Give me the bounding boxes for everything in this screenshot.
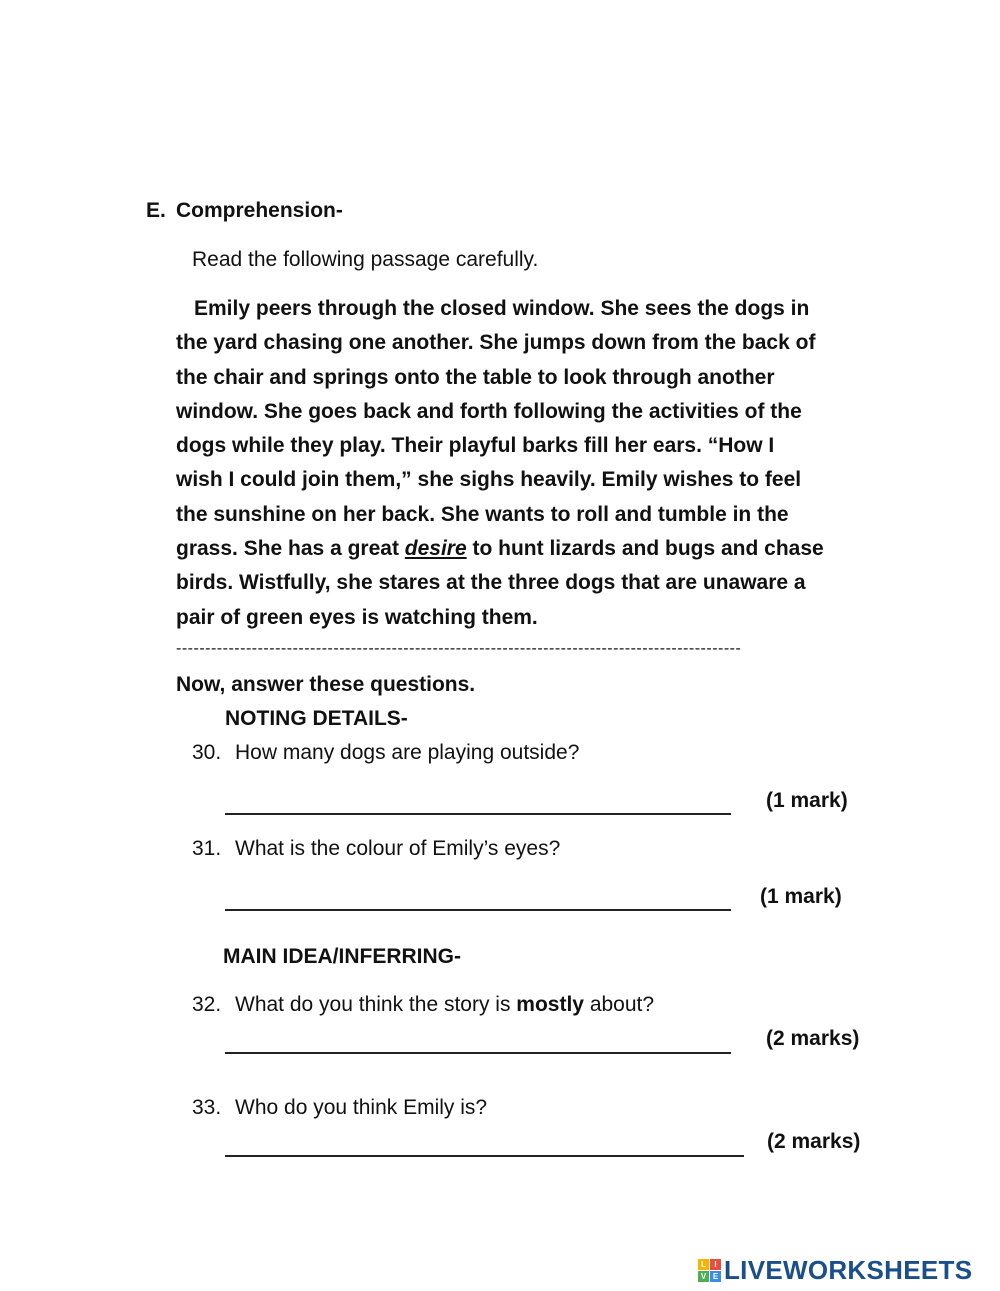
heading-main-idea: MAIN IDEA/INFERRING- [223,945,461,968]
answer-line-33[interactable] [225,1155,744,1157]
passage-line: the sunshine on her back. She wants to roll and tumble in the [176,502,789,526]
instruction-text: Read the following passage carefully. [192,248,539,271]
passage-text: grass. She has a great [176,537,405,561]
marks-33: (2 marks) [767,1130,861,1153]
question-text: What is the colour of Emily’s eyes? [235,837,561,860]
section-title [146,199,343,223]
answer-line-32[interactable] [225,1052,731,1054]
question-33 [192,1096,487,1120]
question-emphasis: mostly [516,993,584,1016]
question-text: about? [583,993,655,1016]
question-31 [192,837,560,861]
heading-noting-details: NOTING DETAILS- [225,707,408,730]
question-number: 32. [192,993,222,1016]
passage-line: Emily peers through the closed window. She sees the dogs in [194,297,810,320]
passage-line: pair of green eyes is watching them. [176,605,538,629]
section-letter: E. [146,199,166,222]
separator-line: ------------------------------------------------------------------------------------------------- [176,640,742,657]
marks-32: (2 marks) [766,1027,860,1050]
answer-line-31[interactable] [225,909,731,911]
section-title-text: Comprehension- [176,199,343,222]
question-number: 31. [192,837,222,860]
question-number: 30. [192,741,222,764]
logo-block-v: V [698,1271,709,1282]
logo-block-l: L [698,1259,709,1270]
question-text: How many dogs are playing outside? [235,741,580,764]
passage-line: birds. Wistfully, she stares at the three dogs that are unaware a [176,571,806,595]
logo-block-e: E [710,1271,721,1282]
question-32 [192,993,654,1017]
passage-line: the chair and springs onto the table to look through another [176,365,775,389]
liveworksheets-logo [698,1255,972,1286]
marks-31: (1 mark) [760,885,842,908]
answer-line-30[interactable] [225,813,731,815]
answer-prompt: Now, answer these questions. [176,673,476,696]
logo-block-i: I [710,1259,721,1270]
passage-line: window. She goes back and forth following the activities of the [176,399,802,423]
question-number: 33. [192,1096,222,1119]
question-text: What do you think the story is [235,993,517,1016]
vocabulary-word: desire [404,537,467,561]
logo-blocks-icon [698,1259,721,1282]
question-text: Who do you think Emily is? [235,1096,488,1119]
passage-line: wish I could join them,” she sighs heavily. Emily wishes to feel [176,468,802,492]
passage-text: to hunt lizards and bugs and chase [466,537,824,561]
marks-30: (1 mark) [766,789,848,812]
passage [176,292,876,635]
passage-line [176,532,876,566]
passage-line: dogs while they play. Their playful barks fill her ears. “How I [176,434,775,458]
question-30 [192,741,579,765]
passage-line: the yard chasing one another. She jumps down from the back of [176,331,816,355]
logo-text: LIVEWORKSHEETS [724,1255,973,1285]
